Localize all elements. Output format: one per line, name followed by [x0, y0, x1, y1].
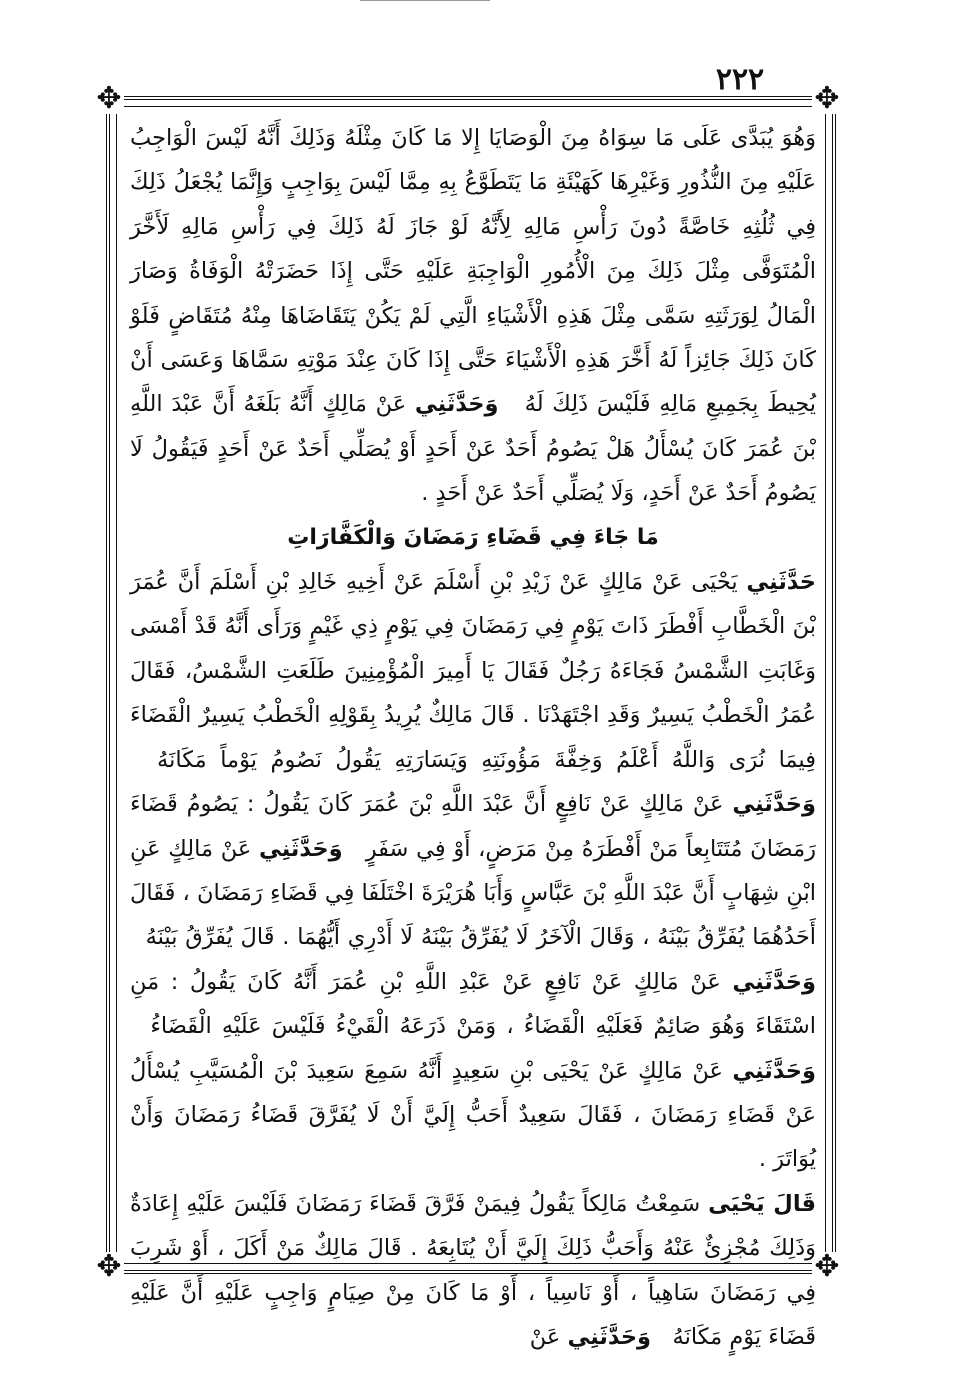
- corner-ornament-icon: ✥: [812, 1252, 842, 1282]
- paragraph-text: يَحْيَى عَنْ مَالِكٍ عَنْ زَيْدِ بْنِ أَسْلَمَ عَنْ أَخِيهِ خَالِدِ بْنِ أَسْلَمَ أَنَّ عُمَرَ بْنَ الْخَطَّابِ أَفْطَرَ ذَاتَ يَوْمٍ فِي رَمَضَانَ فِي يَوْمٍ ذِي غَيْمٍ وَرَأَى أَنَّهُ قَدْ أَمْسَى وَغَابَتِ الشَّمْسُ فَجَاءَهُ رَجُلٌ فَقَالَ يَا أَمِيرَ الْمُؤْمِنِينَ طَلَعَتِ الشَّمْسُ، فَقَالَ عُمَرُ الْخَطْبُ يَسِيرٌ وَقَدِ اجْتَهَدْنَا . قَالَ مَالِكٌ يُرِيدُ بِقَوْلِهِ الْخَطْبُ يَسِيرٌ الْقَضَاءَ فِيمَا نُرَى وَاللَّهُ أَعْلَمُ وَخِفَّةَ مَؤُونَتِهِ وَيَسَارَتِهِ يَقُولُ نَصُومُ يَوْماً مَكَانَهُ: [130, 569, 816, 773]
- paragraph-lead: حَدَّثَنِي: [746, 569, 816, 596]
- corner-ornament-icon: ✥: [812, 84, 842, 114]
- paragraph-lead: وَحَدَّثَنِي: [732, 968, 816, 995]
- corner-ornament-icon: ✥: [94, 84, 124, 114]
- paragraph-lead: وَحَدَّثَنِي: [258, 835, 343, 862]
- paragraph-lead: وَحَدَّثَنِي: [567, 1323, 652, 1350]
- page-text: [130, 116, 816, 1350]
- paragraph-text: عَنْ مَالِكٍ عَنْ نَافِعٍ عَنْ عَبْدِ اللَّهِ بْنِ عُمَرَ أَنَّهُ كَانَ يَقُولُ : مَنِ اسْتَقَاءَ وَهُوَ صَائِمٌ فَعَلَيْهِ الْقَضَاءُ ، وَمَنْ ذَرَعَهُ الْقَيْءُ فَلَيْسَ عَلَيْهِ الْقَضَاءُ: [130, 968, 816, 1040]
- paragraph-text: سَمِعْتُ مَالِكاً يَقُولُ فِيمَنْ فَرَّقَ قَضَاءَ رَمَضَانَ فَلَيْسَ عَلَيْهِ إِعَادَةٌ وَذَلِكَ مُجْزِئٌ عَنْهُ وَأَحَبُّ ذَلِكَ إِلَيَّ أَنْ يُتَابِعَهُ . قَالَ مَالِكٌ مَنْ أَكَلَ ، أَوْ شَرِبَ فِي رَمَضَانَ سَاهِياً ، أَوْ نَاسِياً ، أَوْ مَا كَانَ مِنْ صِيَامٍ وَاجِبٍ عَلَيْهِ أَنَّ عَلَيْهِ قَضَاءَ يَوْمٍ مَكَانَهُ: [130, 1190, 816, 1350]
- page-number: ٢٢٢: [715, 62, 765, 97]
- paragraph-text: عَنْ مَالِكٍ عَنِ ابْنِ شِهَابٍ أَنَّ عَبْدَ اللَّهِ بْنَ عَبَّاسٍ وَأَبَا هُرَيْرَةَ اخْتَلَفَا فِي قَضَاءِ رَمَضَانَ ، فَقَالَ أَحَدُهُمَا يُفَرِّقُ بَيْنَهُ ، وَقَالَ الْآخَرُ لَا يُفَرِّقُ بَيْنَهُ لَا أَدْرِي أَيُّهُمَا . قَالَ يُفَرِّقُ بَيْنَهُ: [130, 835, 816, 951]
- paragraph-text: عَنْ مَالِكٍ عَنْ يَحْيَى بْنِ سَعِيدٍ أَنَّهُ سَمِعَ سَعِيدَ بْنَ الْمُسَيَّبِ يُسْأَلُ عَنْ قَضَاءِ رَمَضَانَ ، فَقَالَ سَعِيدٌ أَحَبُّ إِلَيَّ أَنْ لَا يُفَرَّقَ قَضَاءُ رَمَضَانَ وَأَنْ يُوَاتَرَ .: [130, 1057, 816, 1173]
- section-body: [130, 560, 816, 1359]
- corner-ornament-icon: ✥: [94, 1252, 124, 1282]
- paragraph-text: عَنْ مَالِكٍ أَنَّهُ بَلَغَهُ أَنَّ عَبْدَ اللَّهِ بْنَ عُمَرَ كَانَ يُسْأَلُ هَلْ يَصُومُ أَحَدٌ عَنْ أَحَدٍ أَوْ يُصَلِّي أَحَدٌ عَنْ أَحَدٍ فَيَقُولُ لَا يَصُومُ أَحَدٌ عَنْ أَحَدٍ، وَلَا يُصَلِّي أَحَدٌ عَنْ أَحَدٍ .: [130, 391, 816, 507]
- paragraph-lead: وَحَدَّثَنِي: [732, 791, 816, 818]
- intro-paragraph: [130, 116, 816, 516]
- paragraph-lead: وَحَدَّثَنِي: [414, 391, 499, 418]
- top-edge-mark: [360, 0, 490, 1]
- section-heading: مَا جَاءَ فِي قَضَاءِ رَمَضَانَ وَالْكَفَّارَاتِ: [287, 524, 659, 550]
- paragraph-text: وَهُوَ يُبَدَّى عَلَى مَا سِوَاهُ مِنَ الْوَصَايَا إِلا مَا كَانَ مِثْلَهُ وَذَلِكَ أَنَّهُ لَيْسَ الْوَاجِبُ عَلَيْهِ مِنَ النُّذُورِ وَغَيْرِهَا كَهَيْئَةِ مَا يَتَطَوَّعُ بِهِ مِمَّا لَيْسَ بِوَاجِبٍ وَإِنَّمَا يُجْعَلُ ذَلِكَ فِي ثُلُثِهِ خَاصَّةً دُونَ رَأْسِ مَالِهِ لِأَنَّهُ لَوْ جَازَ لَهُ ذَلِكَ فِي رَأْسِ مَالِهِ لَأَخَّرَ الْمُتَوَفَّى مِثْلَ ذَلِكَ مِنَ الْأُمُورِ الْوَاجِبَةِ عَلَيْهِ حَتَّى إِذَا حَضَرَتْهُ الْوَفَاةُ وَصَارَ الْمَالُ لِوَرَثَتِهِ سَمَّى مِثْلَ هَذِهِ الْأَشْيَاءِ الَّتِي لَمْ يَكُنْ يَتَقَاضَاهَا مِنْهُ مُتَقَاضٍ فَلَوْ كَانَ ذَلِكَ جَائِزاً لَهُ أَخَّرَ هَذِهِ الْأَشْيَاءَ حَتَّى إِذَا كَانَ عِنْدَ مَوْتِهِ سَمَّاهَا وَعَسَى أَنْ يُحِيطَ بِجَمِيعِ مَالِهِ فَلَيْسَ ذَلِكَ لَهُ: [130, 125, 816, 418]
- paragraph-text: عَنْ مَالِكٍ عَنْ نَافِعٍ أَنَّ عَبْدَ اللَّهِ بْنَ عُمَرَ كَانَ يَقُولُ : يَصُومُ قَضَاءَ رَمَضَانَ مُتَتَابِعاً مَنْ أَفْطَرَهُ مِنْ مَرَضٍ، أَوْ فِي سَفَرٍ: [130, 791, 816, 862]
- paragraph-lead: وَحَدَّثَنِي: [732, 1057, 816, 1084]
- paragraph-lead: قَالَ يَحْيَى: [708, 1190, 816, 1217]
- paragraph-text: عَنْ: [529, 1323, 561, 1350]
